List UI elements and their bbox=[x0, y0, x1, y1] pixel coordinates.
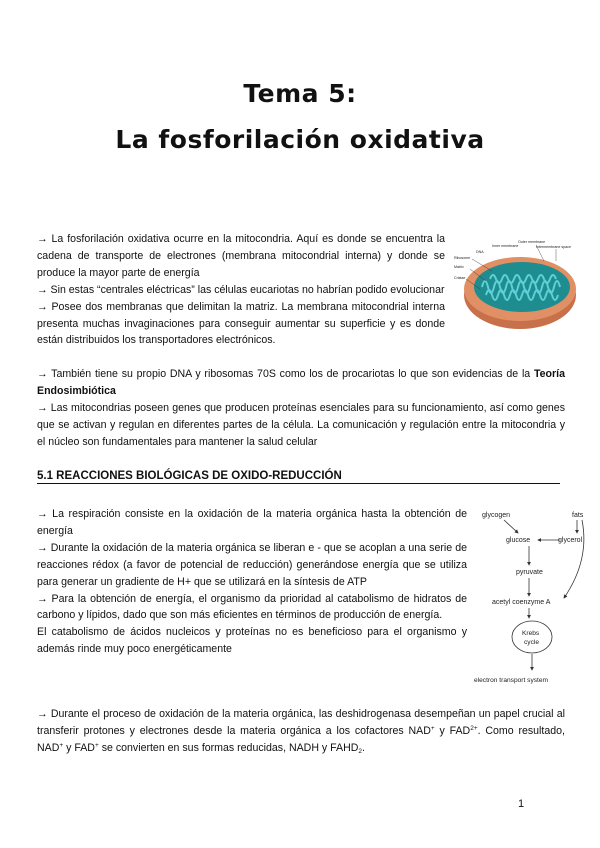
section-paragraph-bottom bbox=[37, 706, 565, 757]
section-bullet-1: → La respiración consiste en la oxidación de la materia orgánica hasta la obtención de energía bbox=[37, 508, 467, 537]
pathway-ets: electron transport system bbox=[474, 677, 549, 684]
section-bullet-2: → Durante la oxidación de la materia orgánica se liberan e - que se acoplan a una serie de reacciones rédox (a favor de potencial de reducción) generándose energía que se utiliza para generar un gradiente de H+ que se utilizará en la síntesis de ATP bbox=[37, 541, 467, 588]
arrow-fats-acetyl bbox=[564, 520, 584, 598]
pathway-glycogen: glycogen bbox=[482, 512, 511, 519]
mito-label-cristae: Cristae bbox=[454, 276, 466, 280]
mito-label-outer: Outer membrane bbox=[518, 240, 546, 244]
arrow-glycogen-glucose bbox=[504, 520, 518, 533]
bullet-5-text-c: . Como resultado, NAD bbox=[37, 724, 565, 754]
intro-bullet-4-text: → También tiene su propio DNA y ribosomas 70S como los de procariotas lo que son evidencias de la bbox=[37, 368, 531, 380]
endosymbiotic-theory-term: Teoría Endosimbiótica bbox=[37, 368, 565, 397]
nad-charge: + bbox=[430, 724, 435, 732]
krebs-cycle-circle bbox=[512, 621, 552, 653]
mito-label-ribosome: Ribosome bbox=[454, 256, 471, 260]
bullet-5-text-d: y FAD bbox=[63, 741, 95, 754]
pathway-glycerol: glycerol bbox=[558, 537, 583, 544]
section-heading-redox: 5.1 REACCIONES BIOLÓGICAS DE OXIDO-REDUCCIÓN bbox=[37, 470, 560, 484]
intro-bullet-1: → La fosforilación oxidativa ocurre en la mitocondria. Aquí es donde se encuentra la cadena de transporte de electrones (membrana mitocondrial interna) y donde se produce la mayor parte de energía bbox=[37, 233, 445, 279]
pathway-glucose: glucose bbox=[506, 537, 531, 544]
intro-bullet-2: → Sin estas “centrales eléctricas” las células eucariotas no habrían podido evolucionar bbox=[37, 283, 445, 296]
intro-bullet-5: → Las mitocondrias poseen genes que producen proteínas esenciales para su funcionamiento, así como genes que se activan y regulan en diferentes partes de la célula. La comunicación y regulación entre la mitocondria y el núcleo son fundamentales para mantener la salud celular bbox=[37, 401, 565, 448]
bullet-5-text-b: y FAD bbox=[434, 724, 471, 737]
bullet-5-text-e: se convierten en sus formas reducidas, NADH y FAHD bbox=[98, 741, 359, 754]
pathway-acetyl-coa: acetyl coenzyme A bbox=[492, 599, 551, 606]
page-title-line-1: Tema 5: bbox=[243, 79, 357, 108]
section-bullet-3: → Para la obtención de energía, el organismo da prioridad al catabolismo de hidratos de carbono y lípidos, dado que son más eficientes en términos de producción de energía. bbox=[37, 592, 467, 622]
page-title-line-2: La fosforilación oxidativa bbox=[115, 125, 485, 154]
mitochondrion-illustration bbox=[452, 235, 580, 335]
section-bullet-5 bbox=[37, 706, 565, 757]
bullet-5-text-f: . bbox=[362, 741, 365, 754]
page-number: 1 bbox=[518, 798, 525, 810]
mito-label-inner: Inner membrane bbox=[492, 244, 519, 248]
fadh-subscript: 2 bbox=[358, 747, 363, 755]
intro-bullet-3: → Posee dos membranas que delimitan la matriz. La membrana mitocondrial interna presenta muchas invaginaciones para conseguir aumentar su superficie y es donde están distribuidos los transportadores electrónicos. bbox=[37, 300, 445, 347]
mito-label-dna: DNA bbox=[476, 250, 484, 254]
section-bullet-4: El catabolismo de ácidos nucleicos y proteínas no es beneficioso para el organismo y además rinde muy poco energéticamente bbox=[37, 626, 467, 656]
section-paragraph-top bbox=[37, 506, 467, 658]
fad-charge: 2+ bbox=[470, 724, 478, 732]
metabolic-pathway-diagram bbox=[474, 500, 594, 690]
pathway-krebs-line2: cycle bbox=[524, 639, 540, 646]
intro-bullet-4 bbox=[37, 366, 565, 400]
pathway-pyruvate: pyruvate bbox=[516, 569, 543, 576]
intro-paragraph-top bbox=[37, 231, 445, 349]
nad-charge-2: + bbox=[59, 741, 64, 749]
intro-paragraph-bottom bbox=[37, 366, 565, 451]
bullet-5-text-a: → Durante el proceso de oxidación de la materia orgánica, las deshidrogenasa desempeñan un papel crucial al transferir protones y electrones desde la materia orgánica a los cofactores NAD bbox=[37, 708, 565, 737]
mito-label-intermembrane: Intermembrane space bbox=[536, 245, 571, 249]
pathway-fats: fats bbox=[572, 512, 584, 519]
pathway-krebs-line1: Krebs bbox=[522, 630, 540, 637]
fad-charge-2: + bbox=[94, 741, 99, 749]
mito-label-matrix: Matrix bbox=[454, 265, 464, 269]
